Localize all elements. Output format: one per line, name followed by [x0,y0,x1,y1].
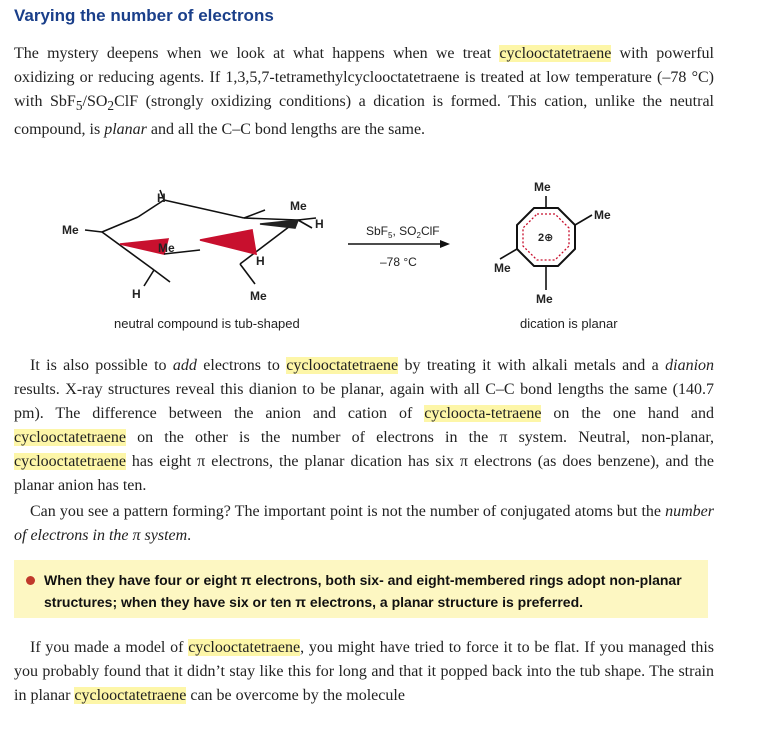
reaction-scheme [60,172,680,340]
h-label: H [132,287,141,301]
highlight: cyclooctatetraene [286,357,399,374]
tub-molecule [85,190,316,286]
me-label: Me [534,180,551,194]
h-label: H [315,217,324,231]
me-label: Me [536,292,553,306]
reagent-formula: $SbF_5/SO_2ClF$ [50,93,139,114]
section-heading: Varying the number of electrons [14,6,274,25]
callout-text: When they have four or eight π electrons, both six- and eight-membered rings adopt non-planar structures; when they have six or ten π electrons, a planar structure is preferred. [44,572,682,610]
highlight: cyclooctatetraene [188,639,301,656]
reaction-diagram [60,172,680,340]
bullet-icon [26,576,35,585]
key-point-callout [14,560,708,618]
paragraph-intro: The mystery deepens when we look at what happens when we treat cyclooctatetraene with powerful oxidizing or reducing agents. If 1,3,5,7-tetramethylcyclooctatetraene is treated at low temperature (–78 °C) with $SbF_5/SO_2ClF$ (strongly oxidizing conditions) a dication is formed. This cation, unlike the neutral compound, is planar and all the C–C bond lengths are the same. [14,45,714,139]
me-label: Me [158,241,175,255]
h-label: H [256,254,265,268]
h-label: H [157,191,166,205]
highlight: cyclooctatetraene [14,453,126,470]
reaction-arrow [348,224,450,269]
me-label: Me [62,223,79,237]
left-caption: neutral compound is tub-shaped [114,316,300,331]
arrow-temperature: –78 °C [380,255,417,269]
paragraph-model: If you made a model of cyclooctatetraene, you might have tried to force it to be flat. If you managed this you probably found that it didn’t stay like this for long and that it popped back into the tub shape. The strain in planar cyclooctatetraene can be overcome by the molecule [14,639,714,704]
paragraph-pattern: Can you see a pattern forming? The important point is not the number of conjugated atoms but the number of electrons in the π system. [14,503,714,544]
highlight: cyclooctatetraene [74,687,187,704]
me-label: Me [250,289,267,303]
me-label: Me [290,199,307,213]
highlight: cyclooctatetraene [499,45,612,62]
me-label: Me [494,261,511,275]
charge-label: 2⊕ [538,232,554,244]
right-caption: dication is planar [520,316,618,331]
highlight: cyclooctatetraene [14,429,126,446]
arrow-reagent: SbF$_5$, $SO_2ClF$ [366,224,440,240]
paragraph-dianion: It is also possible to add electrons to cyclooctatetraene by treating it with alkali metals and a dianion results. X-ray structures reveal this dianion to be planar, again with all C–C bond lengths the same (140.7 pm). The difference between the anion and cation of cycloocta-tetraene on the one hand and cyclooctatetraene on the other is the number of electrons in the π system. Neutral, non-planar, cyclooctatetraene has eight π electrons, the planar dication has six π electrons (as does benzene), and the planar anion has ten. [14,357,715,494]
highlight: cycloocta-tetraene [424,405,542,422]
me-label: Me [594,208,611,222]
